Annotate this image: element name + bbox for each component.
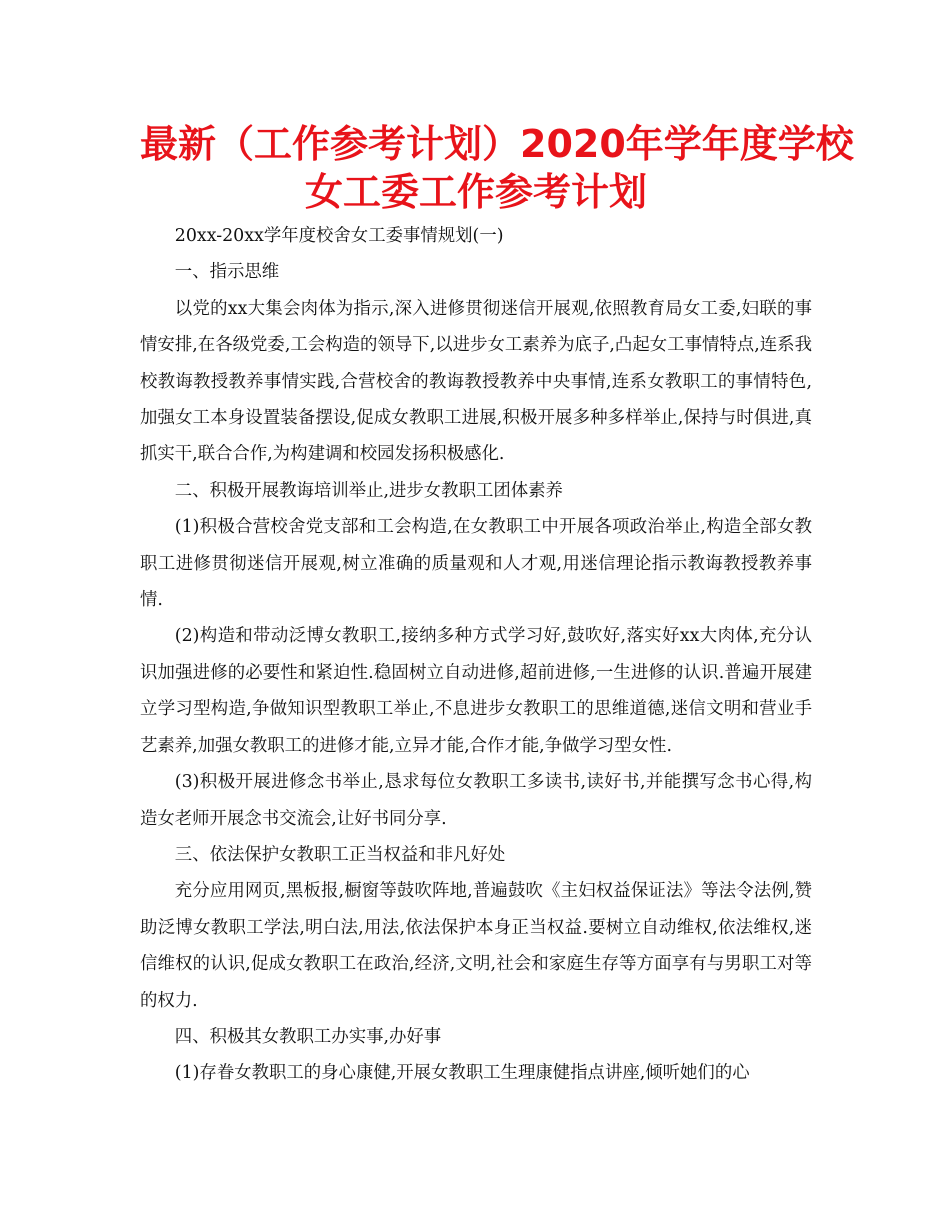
body-paragraph: (1)存眷女教职工的身心康健,开展女教职工生理康健指点讲座,倾听她们的心 bbox=[174, 1063, 750, 1084]
body-paragraph: 以党的xx大集会肉体为指示,深入进修贯彻迷信开展观,依照教育局女工委,妇联的事情安排,在各级党委,工会构造的领导下,以进步女工素养为底子,凸起女工事情特点,连系我校教诲教授教养事情实践,合营校舍的教诲教授教养中央事情,连系女教职工的事情特色,加强女工本身设置装备摆设,促成女教职工进展,积极开展多种多样举止,保持与时俱进,真抓实干,联合合作,为构建调和校园发扬积极感化. bbox=[140, 298, 812, 465]
title-line-2: 女工委工作参考计划 bbox=[304, 170, 647, 214]
title-line-1: 最新（工作参考计划）2020年学年度学校 bbox=[140, 122, 854, 166]
document-body bbox=[140, 218, 812, 1092]
document-page bbox=[140, 120, 854, 1092]
section-heading-3: 三、依法保护女教职工正当权益和非凡好处 bbox=[174, 844, 506, 865]
body-paragraph: (3)积极开展进修念书举止,恳求每位女教职工多读书,读好书,并能撰写念书心得,构造女老师开展念书交流会,让好书同分享. bbox=[140, 772, 812, 829]
section-heading-1: 一、指示思维 bbox=[174, 262, 280, 283]
body-paragraph: (2)构造和带动泛博女教职工,接纳多种方式学习好,鼓吹好,落实好xx大肉体,充分认识加强进修的必要性和紧迫性.稳固树立自动进修,超前进修,一生进修的认识.普遍开展建立学习型构造,争做知识型教职工举止,不息进步女教职工的思维道德,迷信文明和营业手艺素养,加强女教职工的进修才能,立异才能,合作才能,争做学习型女性. bbox=[140, 626, 812, 756]
subtitle-paragraph: 20xx-20xx学年度校舍女工委事情规划(一) bbox=[174, 226, 504, 246]
document-title bbox=[140, 120, 854, 216]
section-heading-4: 四、积极其女教职工办实事,办好事 bbox=[174, 1026, 442, 1047]
section-heading-2: 二、积极开展教诲培训举止,进步女教职工团体素养 bbox=[174, 480, 563, 501]
body-paragraph: 充分应用网页,黑板报,橱窗等鼓吹阵地,普遍鼓吹《主妇权益保证法》等法令法例,赞助泛博女教职工学法,明白法,用法,依法保护本身正当权益.要树立自动维权,依法维权,迷信维权的认识,促成女教职工在政治,经济,文明,社会和家庭生存等方面享有与男职工对等的权力. bbox=[140, 881, 812, 1011]
body-paragraph: (1)积极合营校舍党支部和工会构造,在女教职工中开展各项政治举止,构造全部女教职工进修贯彻迷信开展观,树立准确的质量观和人才观,用迷信理论指示教诲教授教养事情. bbox=[140, 517, 812, 611]
